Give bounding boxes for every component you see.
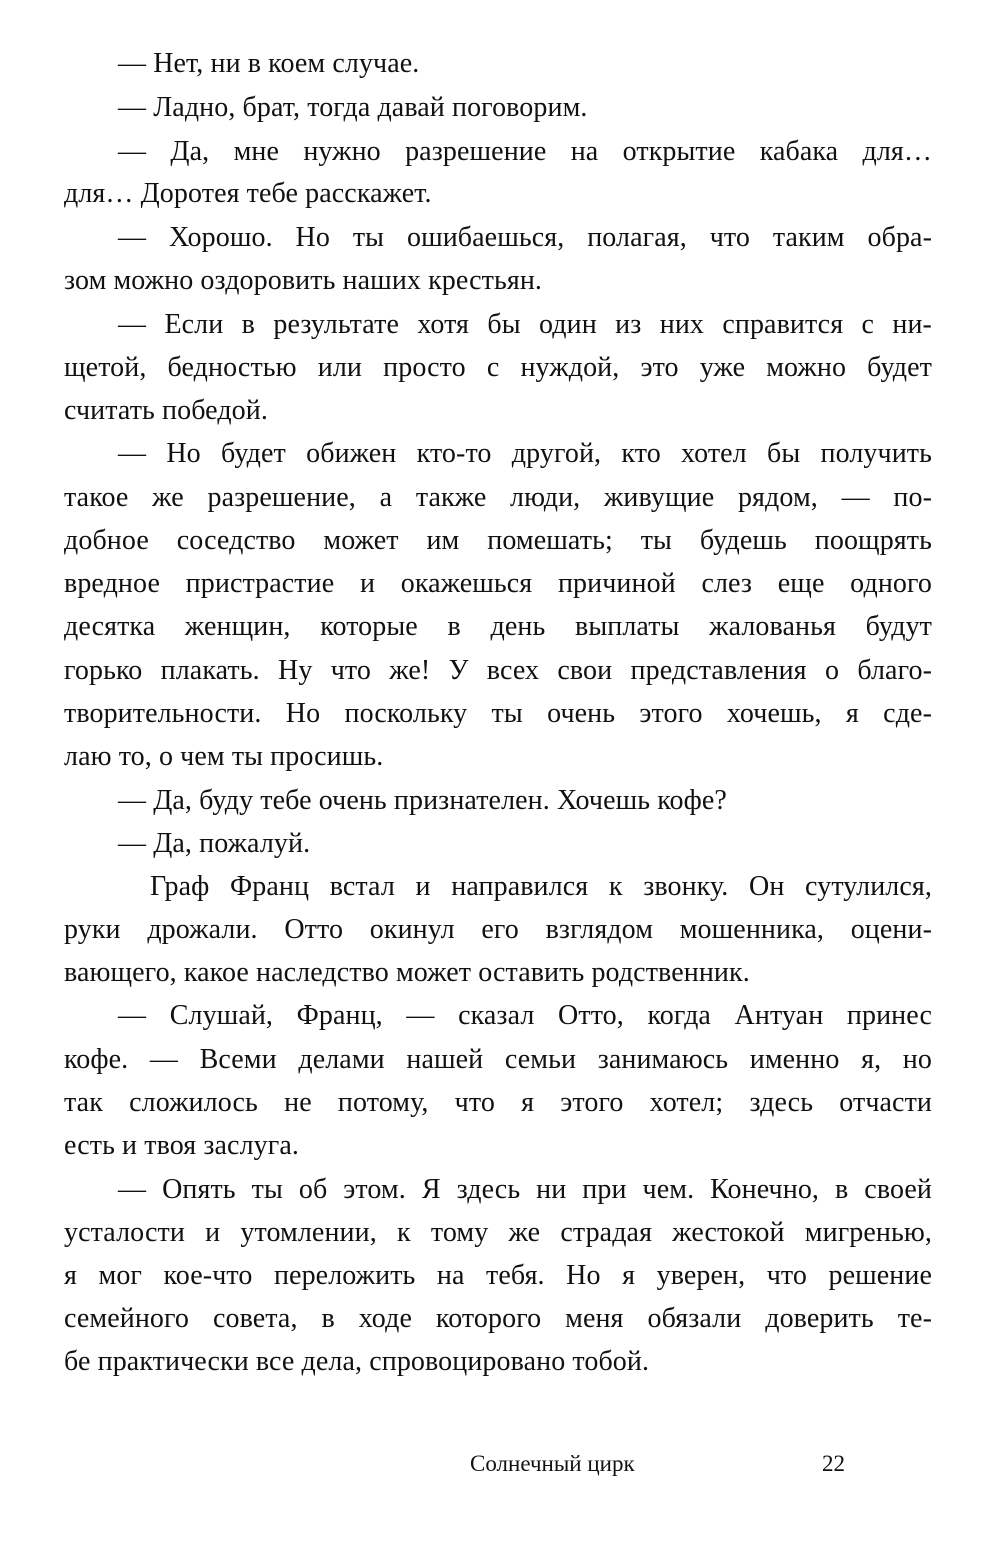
text-line: — Нет, ни в коем случае. (118, 48, 420, 79)
text-line: бе практически все дела, спровоцировано тобой. (64, 1346, 650, 1377)
text-line: так сложилось не потому, что я этого хотел; здесь отчасти (64, 1087, 932, 1118)
text-line: горько плакать. Ну что же! У всех свои представления о благо- (64, 655, 932, 686)
text-line: творительности. Но поскольку ты очень этого хочешь, я сде- (64, 698, 932, 729)
running-footer-title: Солнечный цирк (470, 1451, 635, 1476)
text-line: Граф Франц встал и направился к звонку. Он сутулился, (150, 871, 932, 902)
text-line: — Опять ты об этом. Я здесь ни при чем. Конечно, в своей (118, 1174, 932, 1205)
text-line: для… Доротея тебе расскажет. (64, 178, 432, 209)
text-line: считать победой. (64, 395, 268, 426)
text-line: руки дрожали. Отто окинул его взглядом мошенника, оцени- (64, 914, 932, 945)
text-line: — Слушай, Франц, — сказал Отто, когда Антуан принес (118, 1000, 932, 1031)
text-line: семейного совета, в ходе которого меня обязали доверить те- (64, 1303, 932, 1334)
text-line: щетой, бедностью или просто с нуждой, это уже можно будет (64, 352, 932, 383)
text-line: зом можно оздоровить наших крестьян. (64, 265, 543, 296)
text-line: — Если в результате хотя бы один из них справится с ни- (118, 309, 932, 340)
text-line: вающего, какое наследство может оставить родственник. (64, 957, 750, 988)
page-number: 22 (822, 1451, 845, 1476)
text-line: добное соседство может им помешать; ты будешь поощрять (64, 525, 932, 556)
text-line: есть и твоя заслуга. (64, 1130, 299, 1161)
text-line: — Но будет обижен кто-то другой, кто хотел бы получить (118, 438, 932, 469)
text-line: десятка женщин, которые в день выплаты жалованья будут (64, 611, 932, 642)
text-line: усталости и утомлении, к тому же страдая жестокой мигренью, (64, 1217, 932, 1248)
text-line: вредное пристрастие и окажешься причиной слез еще одного (64, 568, 932, 599)
text-line: — Да, пожалуй. (118, 828, 311, 859)
text-line: такое же разрешение, а также люди, живущие рядом, — по- (64, 482, 932, 513)
text-line: кофе. — Всеми делами нашей семьи занимаюсь именно я, но (64, 1044, 932, 1075)
text-line: — Да, мне нужно разрешение на открытие кабака для… (118, 136, 932, 167)
text-line: я мог кое-что переложить на тебя. Но я уверен, что решение (64, 1260, 932, 1291)
text-line: лаю то, о чем ты просишь. (64, 741, 384, 772)
text-line: — Ладно, брат, тогда давай поговорим. (118, 92, 588, 123)
text-line: — Да, буду тебе очень признателен. Хочешь кофе? (118, 785, 727, 816)
text-line: — Хорошо. Но ты ошибаешься, полагая, что таким обра- (118, 222, 932, 253)
